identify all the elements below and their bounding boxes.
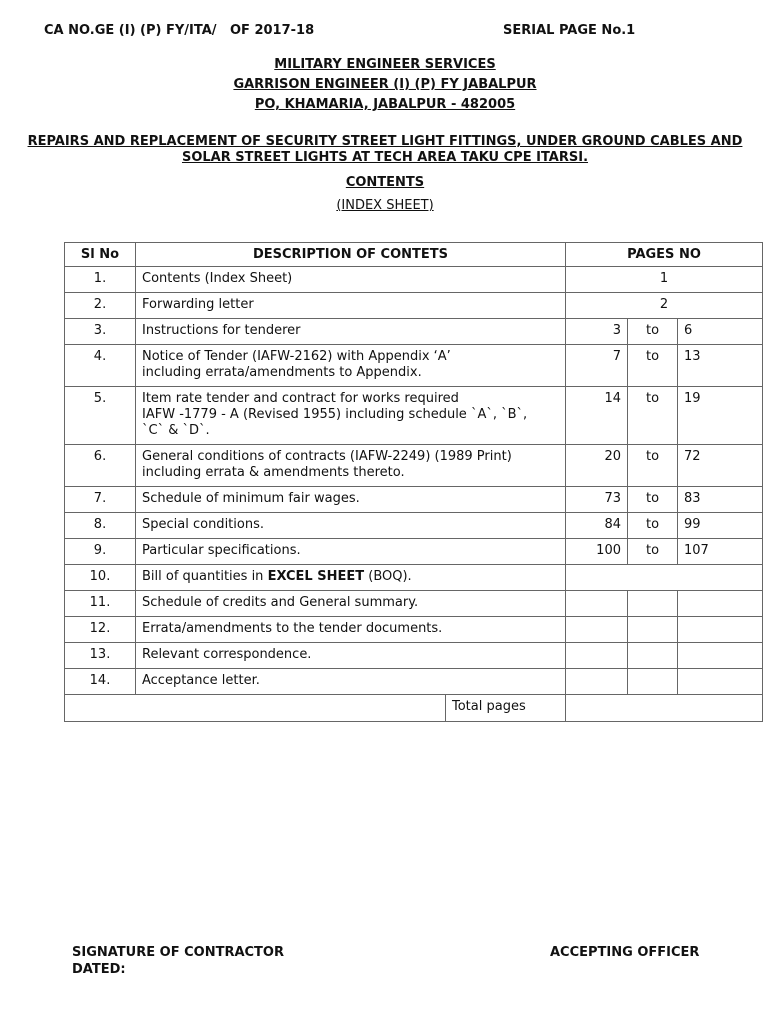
- total-row: [65, 695, 763, 722]
- table-row: [65, 591, 763, 617]
- row-page-from: 3: [566, 319, 628, 345]
- dated-label: DATED:: [72, 962, 126, 977]
- row-description: [136, 669, 566, 695]
- contents-table: [64, 242, 763, 722]
- total-pages-label: Total pages: [452, 699, 526, 714]
- header-pages-no: PAGES NO: [566, 243, 763, 267]
- description-line: `C` & `D`.: [142, 423, 210, 438]
- description-line: Forwarding letter: [142, 297, 254, 312]
- table-row: [65, 513, 763, 539]
- org-line-3: PO, KHAMARIA, JABALPUR - 482005: [254, 97, 516, 112]
- row-page-from-blank: [566, 617, 628, 643]
- table-row: [65, 445, 763, 487]
- row-page-to-word: to: [628, 319, 678, 345]
- table-row: [65, 539, 763, 565]
- contents-heading: CONTENTS: [345, 175, 425, 190]
- header-sl-no: Sl No: [65, 243, 136, 267]
- description-line: including errata/amendments to Appendix.: [142, 365, 422, 380]
- row-description: [136, 513, 566, 539]
- row-page-to-blank: [628, 643, 678, 669]
- row-sl-no: 10.: [65, 565, 136, 591]
- row-description: [136, 319, 566, 345]
- row-page-end: 6: [678, 319, 763, 345]
- row-sl-no: 14.: [65, 669, 136, 695]
- row-page-number: 2: [566, 293, 763, 319]
- row-description: [136, 565, 566, 591]
- description-line: Relevant correspondence.: [142, 647, 312, 662]
- description-line: Notice of Tender (IAFW-2162) with Appendix ‘A’: [142, 349, 451, 364]
- header-description: DESCRIPTION OF CONTETS: [136, 243, 566, 267]
- contractor-signature-label: SIGNATURE OF CONTRACTOR: [72, 945, 284, 960]
- table-row: [65, 345, 763, 387]
- row-page-to-word: to: [628, 445, 678, 487]
- row-page-end: 83: [678, 487, 763, 513]
- ca-number: CA NO.GE (I) (P) FY/ITA/: [44, 23, 217, 38]
- row-page-blank: [566, 565, 763, 591]
- row-page-from: 100: [566, 539, 628, 565]
- row-page-to-blank: [628, 669, 678, 695]
- row-page-to-word: to: [628, 487, 678, 513]
- row-sl-no: 4.: [65, 345, 136, 387]
- row-page-end: 13: [678, 345, 763, 387]
- row-page-end-blank: [678, 591, 763, 617]
- row-page-from: 84: [566, 513, 628, 539]
- row-sl-no: 9.: [65, 539, 136, 565]
- row-sl-no: 6.: [65, 445, 136, 487]
- accepting-officer-label: ACCEPTING OFFICER: [550, 945, 700, 960]
- description-line: Item rate tender and contract for works required: [142, 391, 459, 406]
- table-row: [65, 617, 763, 643]
- org-line-2: GARRISON ENGINEER (I) (P) FY JABALPUR: [233, 77, 537, 92]
- work-title-line-2: SOLAR STREET LIGHTS AT TECH AREA TAKU CPE ITARSI.: [181, 150, 589, 165]
- table-row: [65, 267, 763, 293]
- row-sl-no: 13.: [65, 643, 136, 669]
- description-line: including errata & amendments thereto.: [142, 465, 405, 480]
- row-sl-no: 12.: [65, 617, 136, 643]
- table-row: [65, 565, 763, 591]
- row-description: [136, 643, 566, 669]
- row-page-end-blank: [678, 669, 763, 695]
- description-line: Particular specifications.: [142, 543, 301, 558]
- table-row: [65, 319, 763, 345]
- row-sl-no: 3.: [65, 319, 136, 345]
- row-page-end: 19: [678, 387, 763, 445]
- row-page-from: 73: [566, 487, 628, 513]
- description-line: Special conditions.: [142, 517, 264, 532]
- row-page-end-blank: [678, 617, 763, 643]
- table-row: [65, 293, 763, 319]
- row-description: [136, 617, 566, 643]
- table-header-row: [65, 243, 763, 267]
- description-line: Instructions for tenderer: [142, 323, 301, 338]
- row-sl-no: 11.: [65, 591, 136, 617]
- row-page-to-word: to: [628, 513, 678, 539]
- row-page-end: 72: [678, 445, 763, 487]
- row-description: [136, 539, 566, 565]
- table-row: [65, 643, 763, 669]
- row-page-to-blank: [628, 617, 678, 643]
- row-page-from-blank: [566, 643, 628, 669]
- row-description: [136, 591, 566, 617]
- row-description: [136, 387, 566, 445]
- description-text: Bill of quantities in: [142, 569, 268, 584]
- row-page-from: 7: [566, 345, 628, 387]
- table-row: [65, 487, 763, 513]
- row-sl-no: 2.: [65, 293, 136, 319]
- table-row: [65, 669, 763, 695]
- row-sl-no: 1.: [65, 267, 136, 293]
- row-description: [136, 445, 566, 487]
- description-line: Schedule of minimum fair wages.: [142, 491, 360, 506]
- index-sheet-label: (INDEX SHEET): [336, 198, 434, 213]
- financial-year: OF 2017-18: [230, 23, 315, 38]
- work-title-line-1: REPAIRS AND REPLACEMENT OF SECURITY STREET LIGHT FITTINGS, UNDER GROUND CABLES AND: [27, 134, 743, 149]
- description-line: Contents (Index Sheet): [142, 271, 293, 286]
- row-page-end-blank: [678, 643, 763, 669]
- description-line: IAFW -1779 - A (Revised 1955) including schedule `A`, `B`,: [142, 407, 528, 422]
- total-pages-value: [566, 695, 763, 722]
- row-page-to-word: to: [628, 539, 678, 565]
- description-line: Acceptance letter.: [142, 673, 260, 688]
- row-description: [136, 345, 566, 387]
- row-page-to-word: to: [628, 387, 678, 445]
- serial-page-number: SERIAL PAGE No.1: [503, 23, 636, 38]
- row-page-to-word: to: [628, 345, 678, 387]
- description-line: General conditions of contracts (IAFW-2249) (1989 Print): [142, 449, 512, 464]
- total-row-spacer: [65, 695, 566, 722]
- row-page-end: 107: [678, 539, 763, 565]
- description-line: Schedule of credits and General summary.: [142, 595, 419, 610]
- row-page-from-blank: [566, 669, 628, 695]
- row-sl-no: 5.: [65, 387, 136, 445]
- row-sl-no: 7.: [65, 487, 136, 513]
- row-page-to-blank: [628, 591, 678, 617]
- row-description: [136, 487, 566, 513]
- row-sl-no: 8.: [65, 513, 136, 539]
- row-page-from: 14: [566, 387, 628, 445]
- row-page-from-blank: [566, 591, 628, 617]
- excel-sheet-emphasis: EXCEL SHEET: [267, 569, 365, 584]
- row-description: [136, 293, 566, 319]
- row-description: [136, 267, 566, 293]
- org-line-1: MILITARY ENGINEER SERVICES: [274, 57, 496, 72]
- row-page-end: 99: [678, 513, 763, 539]
- table-row: [65, 387, 763, 445]
- row-page-from: 20: [566, 445, 628, 487]
- description-text-suffix: (BOQ).: [364, 569, 412, 584]
- description-line: Errata/amendments to the tender documents.: [142, 621, 443, 636]
- row-page-number: 1: [566, 267, 763, 293]
